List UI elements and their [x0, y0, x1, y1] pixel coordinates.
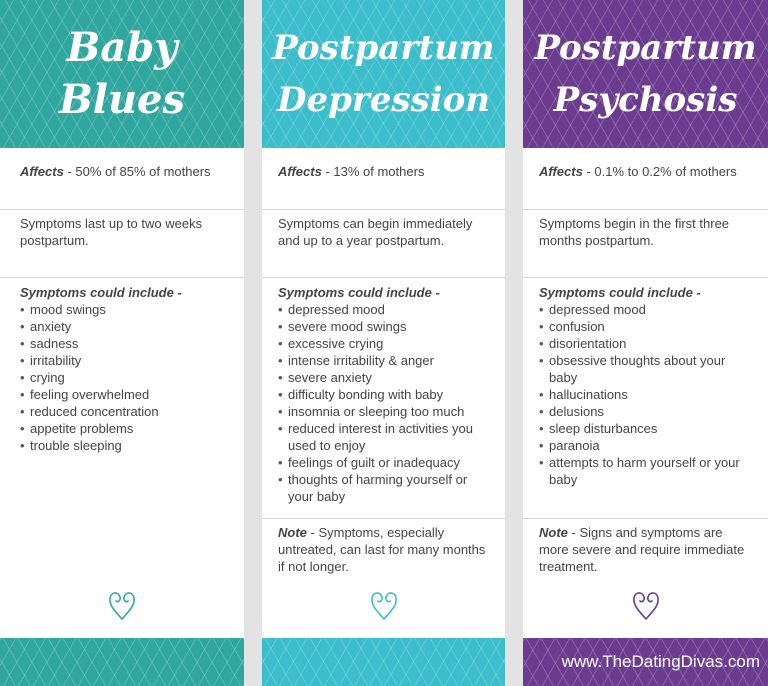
- list-item: • feelings of guilt or inadequacy: [278, 454, 491, 471]
- affects-label: Affects: [278, 164, 322, 179]
- column-header: [523, 0, 768, 148]
- list-item: • depressed mood: [278, 301, 491, 318]
- heart-icon: [369, 588, 399, 622]
- title-line-2: Blues: [58, 76, 186, 123]
- divider: [262, 277, 505, 278]
- symptom-list: [539, 301, 754, 488]
- title-line-1: Baby: [66, 24, 178, 71]
- affects-text: - 0.1% to 0.2% of mothers: [582, 164, 737, 179]
- symptoms-section: [0, 284, 244, 454]
- list-item: • anxiety: [20, 318, 230, 335]
- list-item: • depressed mood: [539, 301, 754, 318]
- list-item: • confusion: [539, 318, 754, 335]
- affects-label: Affects: [20, 164, 64, 179]
- symptoms-section: [523, 284, 768, 488]
- affects-section: [262, 163, 505, 180]
- title-line-1: Postpartum: [534, 28, 757, 68]
- divider: [523, 209, 768, 210]
- column-postpartum-psychosis: [523, 0, 768, 686]
- timing-section: Symptoms begin in the first three months postpartum.: [539, 216, 730, 248]
- title-line-2: Depression: [276, 80, 491, 120]
- list-item: • attempts to harm yourself or your baby: [539, 454, 754, 488]
- divider: [0, 277, 244, 278]
- column-header: [0, 0, 244, 148]
- list-item: • appetite problems: [20, 420, 230, 437]
- list-item: • reduced concentration: [20, 403, 230, 420]
- divider: [262, 518, 505, 519]
- list-item: • hallucinations: [539, 386, 754, 403]
- timing-section: Symptoms can begin immediately and up to a year postpartum.: [278, 216, 473, 248]
- title-line-2: Psychosis: [553, 80, 738, 120]
- symptoms-label: Symptoms could include -: [20, 285, 182, 300]
- timing-section: Symptoms last up to two weeks postpartum.: [20, 216, 203, 248]
- site-url: www.TheDatingDivas.com: [561, 652, 760, 671]
- column-footer: [0, 638, 244, 686]
- heart-icon: [107, 588, 137, 622]
- symptoms-label: Symptoms could include -: [278, 285, 440, 300]
- column-baby-blues: [0, 0, 244, 686]
- column-footer: [523, 638, 768, 686]
- list-item: • severe mood swings: [278, 318, 491, 335]
- list-item: • intense irritability & anger: [278, 352, 491, 369]
- affects-text: - 13% of mothers: [321, 164, 425, 179]
- list-item: • crying: [20, 369, 230, 386]
- note-section: [523, 524, 768, 575]
- column-postpartum-depression: [262, 0, 505, 686]
- divider: [523, 518, 768, 519]
- affects-label: Affects: [539, 164, 583, 179]
- list-item: • obsessive thoughts about your baby: [539, 352, 754, 386]
- list-item: • mood swings: [20, 301, 230, 318]
- list-item: • irritability: [20, 352, 230, 369]
- note-section: [262, 524, 505, 575]
- list-item: • feeling overwhelmed: [20, 386, 230, 403]
- divider: [0, 209, 244, 210]
- note-label: Note: [278, 525, 307, 540]
- column-title: [262, 22, 505, 126]
- list-item: • delusions: [539, 403, 754, 420]
- divider: [262, 209, 505, 210]
- note-label: Note: [539, 525, 568, 540]
- list-item: • insomnia or sleeping too much: [278, 403, 491, 420]
- symptom-list: [20, 301, 230, 454]
- list-item: • difficulty bonding with baby: [278, 386, 491, 403]
- list-item: • excessive crying: [278, 335, 491, 352]
- column-title: [0, 22, 244, 126]
- list-item: • paranoia: [539, 437, 754, 454]
- list-item: • trouble sleeping: [20, 437, 230, 454]
- symptoms-label: Symptoms could include -: [539, 285, 701, 300]
- list-item: • disorientation: [539, 335, 754, 352]
- list-item: • sleep disturbances: [539, 420, 754, 437]
- column-header: [262, 0, 505, 148]
- affects-section: [0, 163, 244, 180]
- divider: [523, 277, 768, 278]
- column-title: [523, 22, 768, 126]
- column-footer: [262, 638, 505, 686]
- affects-text: - 50% of 85% of mothers: [63, 164, 211, 179]
- list-item: • thoughts of harming yourself or your baby: [278, 471, 491, 505]
- list-item: • reduced interest in activities you used to enjoy: [278, 420, 491, 454]
- note-text: - Signs and symptoms are more severe and require immediate treatment.: [539, 525, 745, 574]
- title-line-1: Postpartum: [272, 28, 495, 68]
- symptom-list: [278, 301, 491, 505]
- affects-section: [523, 163, 768, 180]
- list-item: • severe anxiety: [278, 369, 491, 386]
- note-text: - Symptoms, especially untreated, can last for many months if not longer.: [278, 525, 486, 574]
- heart-icon: [631, 588, 661, 622]
- list-item: • sadness: [20, 335, 230, 352]
- symptoms-section: [262, 284, 505, 505]
